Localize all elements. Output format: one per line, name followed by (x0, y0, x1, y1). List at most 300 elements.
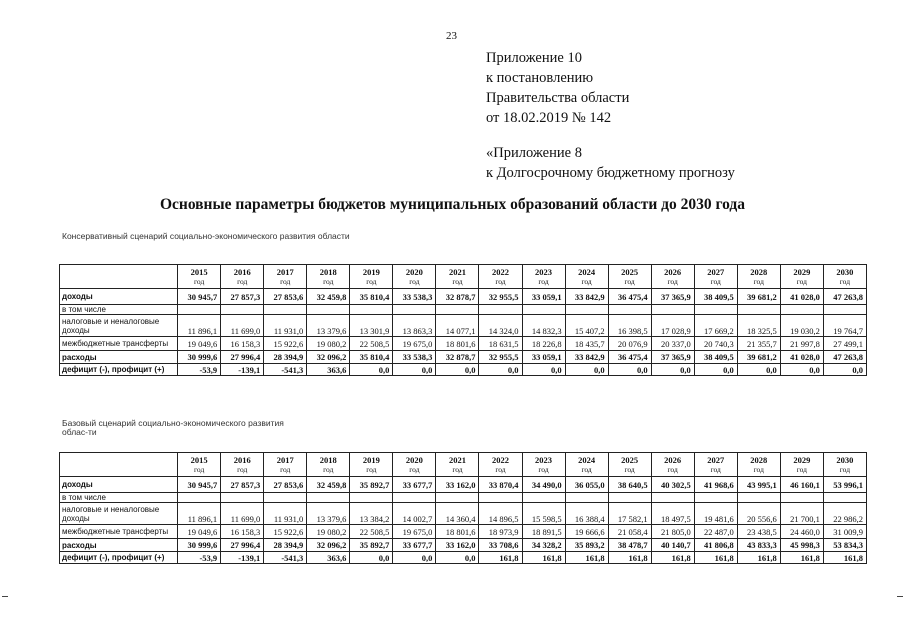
value-cell: 35 892,7 (350, 477, 393, 493)
value-cell: 35 893,2 (565, 539, 608, 552)
value-cell: 18 631,5 (479, 337, 522, 351)
value-cell (479, 305, 522, 315)
value-cell: 21 997,8 (780, 337, 823, 351)
value-cell: 19 080,2 (307, 525, 350, 539)
value-cell (780, 493, 823, 503)
year-suffix: год (667, 464, 678, 474)
table-row (60, 493, 867, 503)
value-cell: 36 055,0 (565, 477, 608, 493)
year-suffix: год (237, 276, 248, 286)
value-cell: 40 302,5 (651, 477, 694, 493)
appendix-sub-line: «Приложение 8 (486, 145, 582, 161)
table-header-row (60, 265, 867, 289)
value-cell: 19 030,2 (780, 315, 823, 337)
value-cell: 0,0 (436, 364, 479, 376)
value-cell: 33 059,1 (522, 289, 565, 305)
year-label: 2016 (233, 454, 251, 465)
row-label: дефицит (-), профицит (+) (60, 364, 178, 376)
value-cell: 18 325,5 (737, 315, 780, 337)
value-cell: 40 140,7 (651, 539, 694, 552)
value-cell: 15 407,2 (565, 315, 608, 337)
year-label: 2028 (750, 454, 768, 465)
value-cell: 16 398,5 (608, 315, 651, 337)
value-cell (221, 493, 264, 503)
value-cell (823, 493, 866, 503)
value-cell: 14 832,3 (522, 315, 565, 337)
year-header-cell (694, 453, 737, 477)
value-cell: 18 226,8 (522, 337, 565, 351)
value-cell: 11 699,0 (221, 503, 264, 525)
year-label: 2030 (836, 266, 854, 277)
year-label: 2019 (362, 454, 380, 465)
year-header-cell (608, 265, 651, 289)
value-cell: 15 922,6 (264, 337, 307, 351)
value-cell (651, 305, 694, 315)
year-label: 2021 (448, 454, 466, 465)
year-header-cell (221, 453, 264, 477)
value-cell: 38 409,5 (694, 289, 737, 305)
value-cell: -53,9 (178, 364, 221, 376)
year-label: 2024 (578, 266, 596, 277)
value-cell (608, 305, 651, 315)
value-cell: 11 931,0 (264, 503, 307, 525)
year-suffix: год (452, 464, 463, 474)
table-row (60, 289, 867, 305)
value-cell (178, 493, 221, 503)
value-cell: 19 049,6 (178, 337, 221, 351)
value-cell: 19 675,0 (393, 525, 436, 539)
year-suffix: год (624, 464, 635, 474)
value-cell (694, 493, 737, 503)
scenario-caption-base: Базовый сценарий социально-экономического развития облас-ти (62, 418, 284, 437)
value-cell: 24 460,0 (780, 525, 823, 539)
value-cell: 35 892,7 (350, 539, 393, 552)
year-suffix: год (452, 276, 463, 286)
year-suffix: год (495, 276, 506, 286)
value-cell: 32 955,5 (479, 351, 522, 364)
year-header-cell (651, 265, 694, 289)
value-cell: 41 968,6 (694, 477, 737, 493)
year-header-cell (737, 453, 780, 477)
value-cell: 161,8 (565, 552, 608, 564)
appendix-header (486, 48, 629, 128)
value-cell (264, 493, 307, 503)
value-cell: 161,8 (651, 552, 694, 564)
value-cell: 33 059,1 (522, 351, 565, 364)
year-header-cell (780, 453, 823, 477)
value-cell: 13 384,2 (350, 503, 393, 525)
year-header-cell (221, 265, 264, 289)
budget-table-base (59, 452, 867, 564)
value-cell: 30 945,7 (178, 289, 221, 305)
table-header-row (60, 453, 867, 477)
value-cell: 27 499,1 (823, 337, 866, 351)
year-label: 2017 (276, 266, 294, 277)
year-label: 2019 (362, 266, 380, 277)
header-corner-cell (60, 453, 178, 477)
value-cell (350, 305, 393, 315)
year-header-cell (565, 265, 608, 289)
year-label: 2020 (405, 266, 423, 277)
value-cell: 32 878,7 (436, 289, 479, 305)
scan-mark-left (2, 596, 8, 597)
value-cell: 15 598,5 (522, 503, 565, 525)
year-suffix: год (280, 276, 291, 286)
value-cell: 33 842,9 (565, 351, 608, 364)
value-cell: 0,0 (350, 552, 393, 564)
value-cell: 13 301,9 (350, 315, 393, 337)
value-cell: -139,1 (221, 552, 264, 564)
value-cell (823, 305, 866, 315)
header-corner-cell (60, 265, 178, 289)
row-label: в том числе (60, 305, 178, 315)
value-cell: 37 365,9 (651, 289, 694, 305)
value-cell: -541,3 (264, 552, 307, 564)
year-header-cell (823, 265, 866, 289)
value-cell: 14 002,7 (393, 503, 436, 525)
year-header-cell (178, 453, 221, 477)
value-cell: 39 681,2 (737, 351, 780, 364)
year-suffix: год (667, 276, 678, 286)
value-cell: 27 853,6 (264, 289, 307, 305)
value-cell: 0,0 (393, 552, 436, 564)
year-header-cell (436, 453, 479, 477)
value-cell: 41 806,8 (694, 539, 737, 552)
year-suffix: год (581, 464, 592, 474)
value-cell: 20 556,6 (737, 503, 780, 525)
year-label: 2022 (491, 454, 509, 465)
value-cell: 19 666,6 (565, 525, 608, 539)
year-suffix: год (839, 464, 851, 474)
value-cell: 45 998,3 (780, 539, 823, 552)
value-cell: 11 931,0 (264, 315, 307, 337)
value-cell (780, 305, 823, 315)
row-label: в том числе (60, 493, 178, 503)
table-row (60, 552, 867, 564)
year-label: 2021 (448, 266, 466, 277)
year-suffix: год (710, 276, 721, 286)
year-label: 2028 (750, 266, 768, 277)
value-cell: 53 834,3 (823, 539, 866, 552)
year-suffix: год (237, 464, 248, 474)
value-cell: 46 160,1 (780, 477, 823, 493)
year-header-cell (350, 265, 393, 289)
year-label: 2030 (836, 454, 854, 465)
value-cell: 34 490,0 (522, 477, 565, 493)
value-cell: 27 996,4 (221, 351, 264, 364)
value-cell (479, 493, 522, 503)
value-cell: 13 379,6 (307, 315, 350, 337)
value-cell: 38 640,5 (608, 477, 651, 493)
value-cell: 47 263,8 (823, 351, 866, 364)
year-label: 2023 (535, 454, 553, 465)
value-cell: 14 360,4 (436, 503, 479, 525)
value-cell: 0,0 (823, 364, 866, 376)
value-cell: 17 669,2 (694, 315, 737, 337)
value-cell: 30 999,6 (178, 539, 221, 552)
value-cell: 43 995,1 (737, 477, 780, 493)
year-suffix: год (796, 464, 807, 474)
value-cell: 18 435,7 (565, 337, 608, 351)
value-cell: 0,0 (608, 364, 651, 376)
value-cell: 15 922,6 (264, 525, 307, 539)
year-suffix: год (753, 276, 764, 286)
value-cell: 14 324,0 (479, 315, 522, 337)
scan-mark-right (897, 596, 903, 597)
year-header-cell (393, 453, 436, 477)
value-cell: 27 857,3 (221, 477, 264, 493)
year-suffix: год (194, 464, 205, 474)
value-cell: 38 409,5 (694, 351, 737, 364)
budget-table-conservative (59, 264, 867, 376)
value-cell: 18 497,5 (651, 503, 694, 525)
year-suffix: год (753, 464, 764, 474)
year-label: 2026 (664, 454, 682, 465)
year-header-cell (479, 265, 522, 289)
table-row (60, 503, 867, 525)
value-cell: 32 096,2 (307, 351, 350, 364)
value-cell: 22 986,2 (823, 503, 866, 525)
value-cell: 30 945,7 (178, 477, 221, 493)
value-cell: 33 162,0 (436, 477, 479, 493)
year-suffix: год (538, 464, 549, 474)
row-label: дефицит (-), профицит (+) (60, 552, 178, 564)
value-cell: 38 478,7 (608, 539, 651, 552)
row-label: межбюджетные трансферты (60, 337, 178, 351)
year-header-cell (608, 453, 651, 477)
year-suffix: год (710, 464, 721, 474)
value-cell: 363,6 (307, 552, 350, 564)
value-cell: 0,0 (393, 364, 436, 376)
year-label: 2018 (319, 454, 337, 465)
appendix-line: Приложение 10 (486, 50, 582, 66)
value-cell: -139,1 (221, 364, 264, 376)
value-cell: 41 028,0 (780, 289, 823, 305)
value-cell: 20 076,9 (608, 337, 651, 351)
row-label: расходы (60, 351, 178, 364)
value-cell (307, 305, 350, 315)
value-cell (565, 493, 608, 503)
value-cell: 18 891,5 (522, 525, 565, 539)
value-cell: -541,3 (264, 364, 307, 376)
value-cell: 0,0 (737, 364, 780, 376)
value-cell (436, 493, 479, 503)
value-cell: 33 842,9 (565, 289, 608, 305)
table-row (60, 525, 867, 539)
year-suffix: год (280, 464, 291, 474)
value-cell: 33 870,4 (479, 477, 522, 493)
value-cell: 47 263,8 (823, 289, 866, 305)
appendix-subheader (486, 143, 735, 183)
appendix-line: к постановлению (486, 70, 594, 86)
year-label: 2022 (491, 266, 509, 277)
year-suffix: год (409, 276, 420, 286)
year-header-cell (823, 453, 866, 477)
value-cell: 18 801,6 (436, 525, 479, 539)
value-cell: 21 700,1 (780, 503, 823, 525)
year-header-cell (436, 265, 479, 289)
year-label: 2025 (621, 454, 639, 465)
year-label: 2016 (233, 266, 251, 277)
year-suffix: год (538, 276, 549, 286)
year-suffix: год (194, 276, 205, 286)
value-cell (436, 305, 479, 315)
value-cell: 27 996,4 (221, 539, 264, 552)
value-cell: 19 764,7 (823, 315, 866, 337)
year-label: 2029 (793, 454, 811, 465)
value-cell: 17 582,1 (608, 503, 651, 525)
value-cell: 28 394,9 (264, 539, 307, 552)
value-cell: 39 681,2 (737, 289, 780, 305)
row-label: расходы (60, 539, 178, 552)
table-row (60, 364, 867, 376)
document-title: Основные параметры бюджетов муниципальных образований области до 2030 года (159, 196, 746, 213)
value-cell: 35 810,4 (350, 351, 393, 364)
value-cell: 16 158,3 (221, 337, 264, 351)
value-cell: 36 475,4 (608, 351, 651, 364)
value-cell: 33 677,7 (393, 477, 436, 493)
value-cell (522, 305, 565, 315)
value-cell: 16 388,4 (565, 503, 608, 525)
year-label: 2017 (276, 454, 294, 465)
year-header-cell (350, 453, 393, 477)
value-cell: 17 028,9 (651, 315, 694, 337)
year-label: 2025 (621, 266, 639, 277)
value-cell (178, 305, 221, 315)
value-cell: 0,0 (479, 364, 522, 376)
value-cell: 0,0 (565, 364, 608, 376)
year-suffix: год (796, 276, 807, 286)
value-cell: 161,8 (608, 552, 651, 564)
scenario-caption-conservative: Консервативный сценарий социально-экономического развития области (62, 231, 350, 241)
year-header-cell (694, 265, 737, 289)
year-label: 2029 (793, 266, 811, 277)
value-cell: 161,8 (479, 552, 522, 564)
year-suffix: год (323, 464, 334, 474)
value-cell (565, 305, 608, 315)
value-cell: 363,6 (307, 364, 350, 376)
value-cell: 22 487,0 (694, 525, 737, 539)
value-cell: 19 481,6 (694, 503, 737, 525)
value-cell: 19 049,6 (178, 525, 221, 539)
value-cell: 161,8 (823, 552, 866, 564)
year-header-cell (565, 453, 608, 477)
year-label: 2020 (405, 454, 423, 465)
year-header-cell (307, 453, 350, 477)
value-cell: 13 863,3 (393, 315, 436, 337)
value-cell (307, 493, 350, 503)
year-header-cell (780, 265, 823, 289)
year-label: 2027 (707, 266, 725, 277)
table-row (60, 351, 867, 364)
value-cell: 161,8 (780, 552, 823, 564)
value-cell (264, 305, 307, 315)
appendix-line: Правительства области (486, 90, 630, 106)
year-label: 2027 (707, 454, 725, 465)
value-cell: 33 538,3 (393, 289, 436, 305)
value-cell: 30 999,6 (178, 351, 221, 364)
year-header-cell (178, 265, 221, 289)
value-cell: 20 740,3 (694, 337, 737, 351)
value-cell: 22 508,5 (350, 337, 393, 351)
value-cell: 19 080,2 (307, 337, 350, 351)
year-label: 2026 (664, 266, 682, 277)
value-cell: 35 810,4 (350, 289, 393, 305)
year-label: 2023 (535, 266, 553, 277)
year-header-cell (737, 265, 780, 289)
year-header-cell (651, 453, 694, 477)
year-suffix: год (624, 276, 635, 286)
value-cell: 27 857,3 (221, 289, 264, 305)
value-cell: 14 077,1 (436, 315, 479, 337)
appendix-sub-line: к Долгосрочному бюджетному прогнозу (486, 165, 735, 181)
value-cell: 31 009,9 (823, 525, 866, 539)
value-cell (522, 493, 565, 503)
value-cell (694, 305, 737, 315)
value-cell: 36 475,4 (608, 289, 651, 305)
appendix-line: от 18.02.2019 № 142 (486, 110, 612, 126)
value-cell: 33 162,0 (436, 539, 479, 552)
year-label: 2015 (190, 266, 208, 277)
value-cell: 19 675,0 (393, 337, 436, 351)
year-header-cell (522, 265, 565, 289)
value-cell: 22 508,5 (350, 525, 393, 539)
year-label: 2024 (578, 454, 596, 465)
row-label: межбюджетные трансферты (60, 525, 178, 539)
value-cell: 32 459,8 (307, 289, 350, 305)
value-cell: 32 878,7 (436, 351, 479, 364)
row-label: доходы (60, 477, 178, 493)
year-label: 2015 (190, 454, 208, 465)
value-cell: 43 833,3 (737, 539, 780, 552)
value-cell: 0,0 (350, 364, 393, 376)
value-cell: 0,0 (780, 364, 823, 376)
year-header-cell (264, 453, 307, 477)
table-row (60, 337, 867, 351)
value-cell: 18 801,6 (436, 337, 479, 351)
row-label: налоговые и неналоговые доходы (60, 315, 178, 337)
value-cell: 32 955,5 (479, 289, 522, 305)
value-cell: 27 853,6 (264, 477, 307, 493)
year-header-cell (307, 265, 350, 289)
value-cell (350, 493, 393, 503)
value-cell: 41 028,0 (780, 351, 823, 364)
value-cell: 0,0 (522, 364, 565, 376)
value-cell: 14 896,5 (479, 503, 522, 525)
year-header-cell (479, 453, 522, 477)
table-row (60, 305, 867, 315)
value-cell: 21 058,4 (608, 525, 651, 539)
value-cell: 11 699,0 (221, 315, 264, 337)
value-cell: 33 538,3 (393, 351, 436, 364)
year-suffix: год (839, 276, 851, 286)
value-cell (737, 493, 780, 503)
year-suffix: год (366, 276, 377, 286)
value-cell: 23 438,5 (737, 525, 780, 539)
value-cell: -53,9 (178, 552, 221, 564)
value-cell: 37 365,9 (651, 351, 694, 364)
table-row (60, 539, 867, 552)
value-cell: 33 708,6 (479, 539, 522, 552)
value-cell: 0,0 (651, 364, 694, 376)
row-label: доходы (60, 289, 178, 305)
value-cell (651, 493, 694, 503)
value-cell: 21 805,0 (651, 525, 694, 539)
value-cell: 161,8 (737, 552, 780, 564)
table-row (60, 477, 867, 493)
value-cell: 161,8 (694, 552, 737, 564)
value-cell (608, 493, 651, 503)
